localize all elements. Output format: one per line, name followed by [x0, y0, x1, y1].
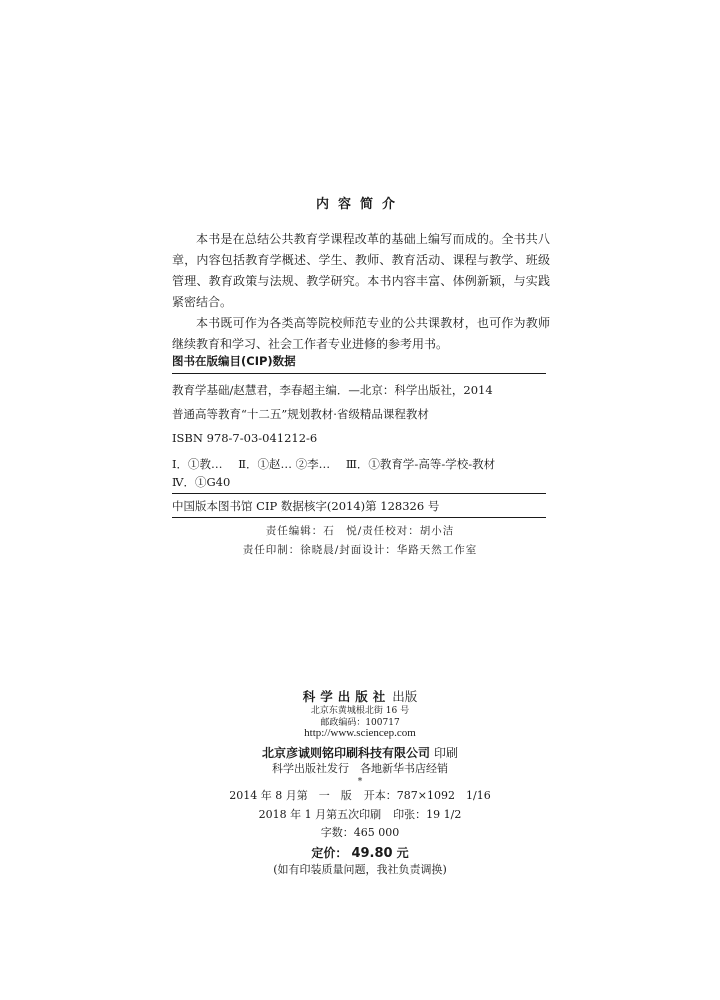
separator-mark: *	[357, 777, 363, 787]
cip-mid-rule	[172, 493, 546, 494]
printer-line	[0, 742, 720, 761]
synopsis-body	[172, 229, 550, 355]
cip-subject-line	[172, 456, 507, 472]
publisher-postcode: 邮政编码：100717	[320, 718, 400, 728]
price-value: 49.80	[351, 846, 393, 861]
word-count: 字数：465 000	[320, 826, 400, 839]
cip-subject-part: Ⅲ．①教育学-高等-学校-教材	[345, 457, 496, 471]
cip-top-rule	[172, 373, 546, 374]
price-label: 定价：	[311, 846, 348, 860]
cip-isbn: ISBN 978-7-03-041212-6	[172, 431, 318, 445]
publisher-name: 科学出版社	[302, 689, 391, 704]
edition: 2014 年 8 月第 一 版	[229, 789, 352, 802]
cip-bottom-rule	[172, 517, 546, 518]
printer-action: 印刷	[434, 746, 459, 760]
price-unit: 元	[396, 846, 409, 860]
cip-subject-part: Ⅱ．①赵… ②李…	[238, 457, 331, 471]
distribution-line: 科学出版社发行 各地新华书店经销	[272, 762, 448, 775]
cip-title-line: 教育学基础/赵慧君，李春超主编．—北京：科学出版社，2014	[172, 383, 493, 397]
edition-line	[0, 787, 720, 803]
publisher-address: 北京东黄城根北街 16 号	[310, 706, 410, 716]
sheets: 印张：19 1/2	[393, 808, 462, 821]
synopsis-paragraph: 本书既可作为各类高等院校师范专业的公共课教材，也可作为教师继续教育和学习、社会工作者专业进修的参考用书。	[172, 316, 550, 351]
printing-line	[0, 806, 720, 822]
cip-series-line: 普通高等教育“十二五”规划教材·省级精品课程教材	[172, 407, 429, 421]
format: 开本：787×1092 1/16	[363, 789, 491, 802]
cip-heading: 图书在版编目(CIP)数据	[172, 354, 296, 368]
cip-classification: Ⅳ．①G40	[172, 475, 231, 489]
printing: 2018 年 1 月第五次印刷	[258, 808, 382, 821]
quality-notice: (如有印装质量问题，我社负责调换)	[273, 863, 447, 876]
price-line	[0, 842, 720, 861]
synopsis-paragraph: 本书是在总结公共教育学课程改革的基础上编写而成的。全书共八章，内容包括教育学概述、学生、教师、教育活动、课程与教学、班级管理、教育政策与法规、教学研究。本书内容丰富、体例新颖，与实践紧密结合。	[172, 232, 550, 309]
printer-name: 北京彦诚则铭印刷科技有限公司	[261, 746, 430, 760]
cip-subject-part: Ⅰ．①教…	[172, 457, 223, 471]
publisher-action: 出版	[392, 689, 418, 704]
cip-record-line: 中国版本图书馆 CIP 数据核字(2014)第 128326 号	[172, 499, 440, 513]
synopsis-title: 内容简介	[315, 197, 404, 212]
production-credits: 责任印制：徐晓晨/封面设计：华路天然工作室	[242, 544, 478, 556]
publisher-url: http://www.sciencep.com	[304, 727, 416, 739]
editor-credits: 责任编辑：石 悦/责任校对：胡小洁	[265, 525, 455, 537]
